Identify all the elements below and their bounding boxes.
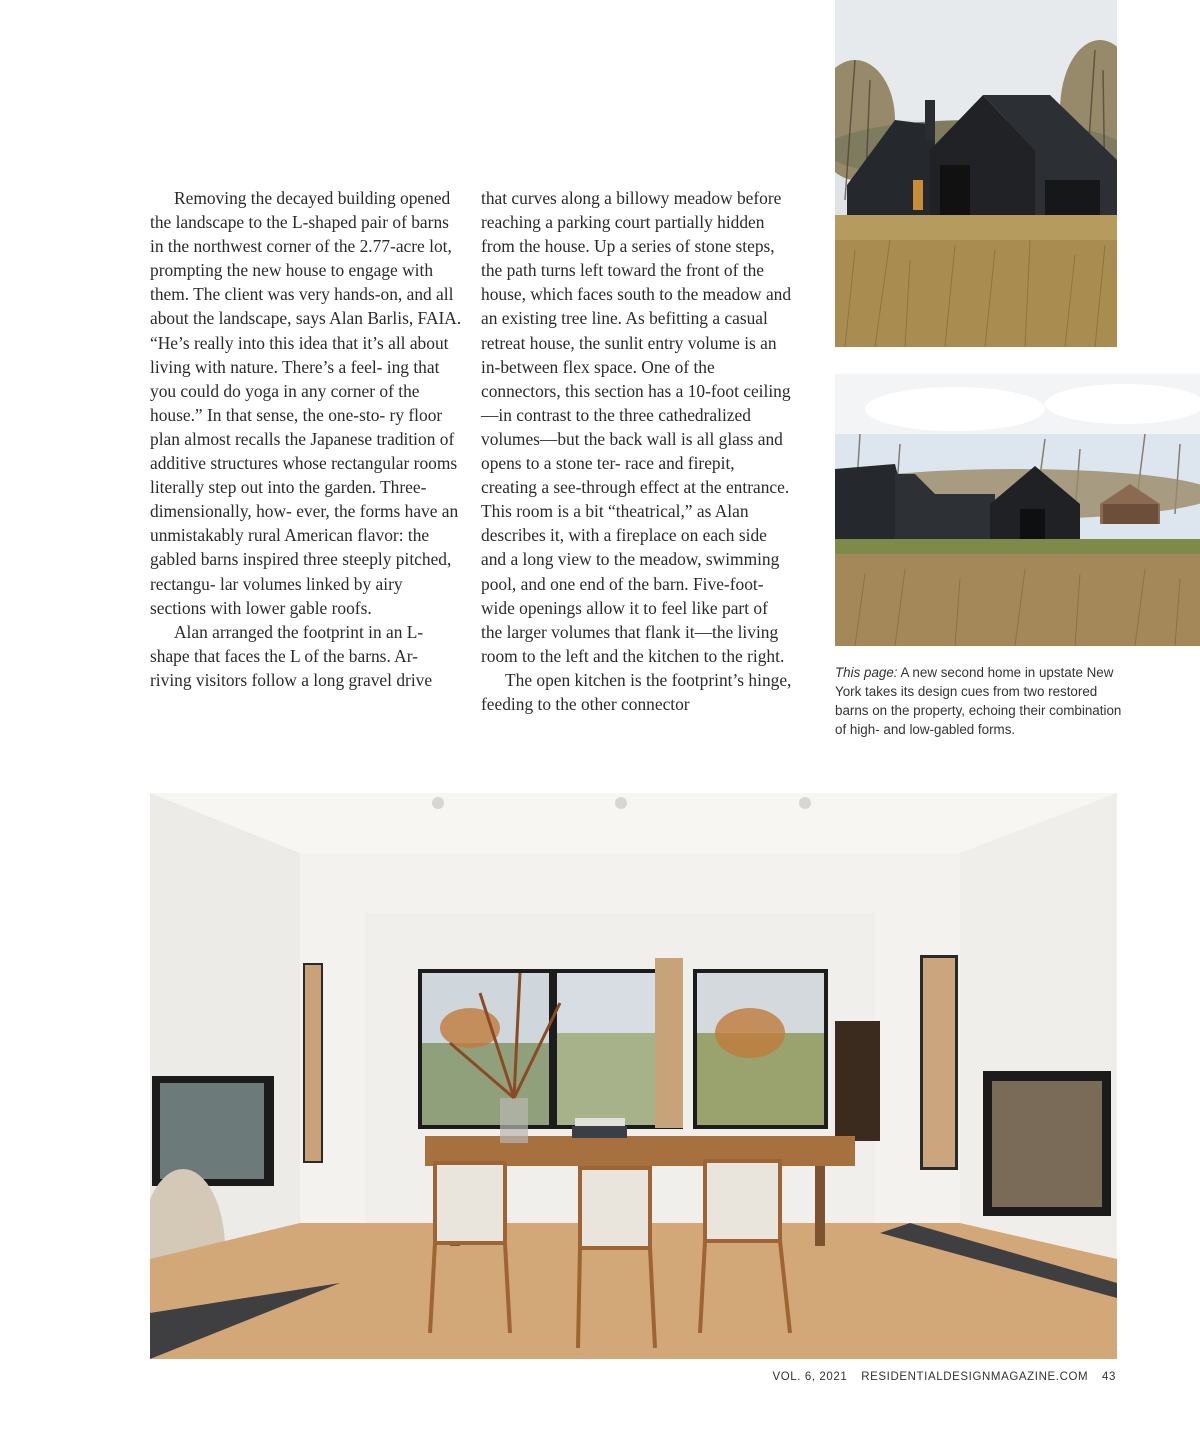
caption-text: A new second home in upstate New York takes its design cues from two restored barns on the property, echoing their combination of high- and low-gabled forms. [835, 665, 1122, 737]
article-column-2 [481, 186, 793, 716]
paragraph: Removing the decayed building opened the landscape to the L-shaped pair of barns in the northwest corner of the 2.77-acre lot, prompting the new house to engage with them. The client was very hands-on, and all about the landscape, says Alan Barlis, FAIA. “He’s really into this idea that it’s all about living with nature. There’s a feel- ing that you could do yoga in any corner of the house.” In that sense, the one-sto- ry floor plan almost recalls the Japanese tradition of additive structures whose rectangular rooms literally step out into the garden. Three-dimensionally, how- ever, the forms have an unmistakably rural American flavor: the gabled barns inspired three steeply pitched, rectangu- lar volumes linked by airy sections with lower gable roofs. [150, 188, 462, 618]
paragraph: Alan arranged the footprint in an L-shape that faces the L of the barns. Ar- riving visitors follow a long gravel drive [150, 621, 433, 690]
photo-caption [835, 663, 1125, 739]
website-label: RESIDENTIALDESIGNMAGAZINE.COM [861, 1371, 1089, 1383]
volume-label: VOL. 6, 2021 [772, 1371, 848, 1383]
page-number: 43 [1102, 1371, 1116, 1383]
exterior-photo-house-and-barn [835, 374, 1200, 646]
page-footer [762, 1371, 1116, 1383]
interior-photo-dining-room [150, 793, 1117, 1359]
paragraph: that curves along a billowy meadow before reaching a parking court partially hidden from the house. Up a series of stone steps, the path turns left toward the front of the house, which faces south to the meadow and an existing tree line. As befitting a casual retreat house, the sunlit entry volume is an in-between flex space. One of the connectors, this section has a 10-foot ceiling—in contrast to the three cathedralized volumes—but the back wall is all glass and opens to a stone ter- race and firepit, creating a see-through effect at the entrance. This room is a bit “theatrical,” as Alan describes it, with a fireplace on each side and a long view to the meadow, swimming pool, and one end of the barn. Five-foot-wide openings allow it to feel like part of the larger volumes that flank it—the living room to the left and the kitchen to the right. [481, 188, 792, 666]
caption-lead: This page: [835, 665, 898, 680]
article-column-1 [150, 186, 462, 692]
exterior-photo-gabled-house [835, 0, 1117, 347]
paragraph: The open kitchen is the footprint’s hinge, feeding to the other connector [481, 669, 792, 714]
